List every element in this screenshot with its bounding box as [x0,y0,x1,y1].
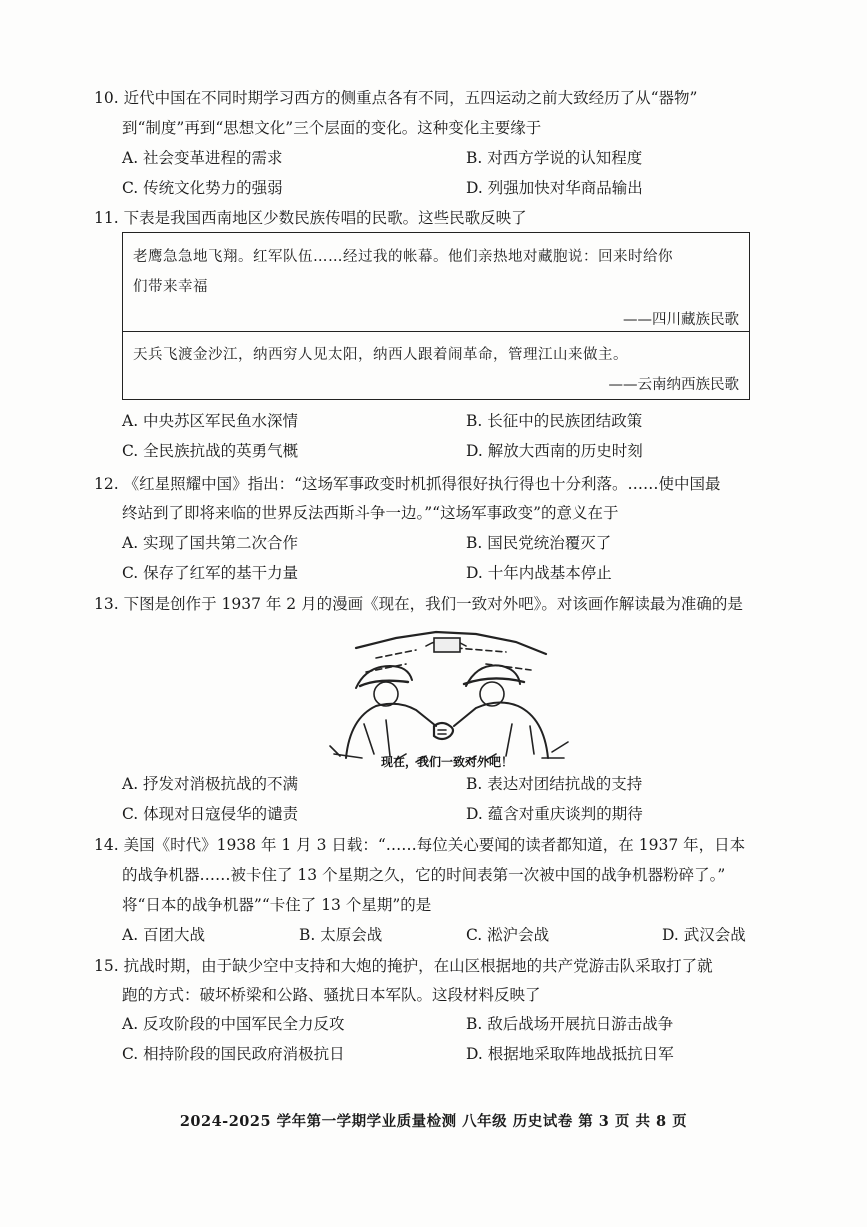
cartoon-image [316,628,578,770]
q15-option-a: A. 反攻阶段的中国军民全力反攻 [122,1015,345,1033]
q10-option-c: C. 传统文化势力的强弱 [122,179,283,197]
q12-option-d: D. 十年内战基本停止 [466,564,612,582]
q11-option-c: C. 全民族抗战的英勇气概 [122,442,299,460]
q11-stem: 11. 下表是我国西南地区少数民族传唱的民歌。这些民歌反映了 [94,209,527,227]
q12-option-c: C. 保存了红军的基干力量 [122,564,299,582]
q10-option-b: B. 对西方学说的认知程度 [466,149,643,167]
song2-line1: 天兵飞渡金沙江，纳西穷人见太阳，纳西人跟着闹革命，管理江山来做主。 [133,347,628,363]
q12-option-a: A. 实现了国共第二次合作 [122,534,299,552]
song2-source: ——云南纳西族民歌 [608,377,739,393]
song1-source: ——四川藏族民歌 [623,312,739,328]
q11-option-b: B. 长征中的民族团结政策 [466,412,643,430]
q12-stem-line2: 终站到了即将来临的世界反法西斯斗争一边。”“这场军事政变”的意义在于 [122,504,619,522]
q12-option-b: B. 国民党统治覆灭了 [466,534,612,552]
q15-stem-line1: 15. 抗战时期，由于缺少空中支持和大炮的掩护，在山区根据地的共产党游击队采取打了就 [94,957,713,975]
page-footer: 2024-2025 学年第一学期学业质量检测 八年级 历史试卷 第 3 页 共 8 页 [179,1113,688,1130]
q15-option-c: C. 相持阶段的国民政府消极抗日 [122,1045,345,1063]
q14-option-b: B. 太原会战 [299,926,383,944]
q14-stem-line1: 14. 美国《时代》1938 年 1 月 3 日载：“……每位关心要闻的读者都知道，在 1937 年，日本 [94,836,746,854]
q10-option-d: D. 列强加快对华商品输出 [466,179,643,197]
cartoon-caption: 现在，我们一致对外吧！ [380,755,514,769]
folk-song-table [122,232,750,400]
q13-option-d: D. 蕴含对重庆谈判的期待 [466,805,643,823]
q14-stem-line3: 将“日本的战争机器”“卡住了 13 个星期”的是 [122,896,432,914]
q15-option-b: B. 敌后战场开展抗日游击战争 [466,1015,674,1033]
q10-stem-line1: 10. 近代中国在不同时期学习西方的侧重点各有不同，五四运动之前大致经历了从“器物” [94,89,698,107]
q14-option-d: D. 武汉会战 [662,926,746,944]
q12-stem-line1: 12. 《红星照耀中国》指出：“这场军事政变时机抓得很好执行得也十分利落。……使中国最 [94,475,721,493]
q14-stem-line2: 的战争机器……被卡住了 13 个星期之久，它的时间表第一次被中国的战争机器粉碎了。” [122,866,726,884]
q13-option-a: A. 抒发对消极抗战的不满 [122,775,299,793]
q15-option-d: D. 根据地采取阵地战抵抗日军 [466,1045,674,1063]
q11-option-a: A. 中央苏区军民鱼水深情 [122,412,299,430]
song1-line2: 们带来幸福 [133,279,208,295]
q10-stem-line2: 到“制度”再到“思想文化”三个层面的变化。这种变化主要缘于 [122,119,542,137]
table-divider [123,331,749,332]
q11-option-d: D. 解放大西南的历史时刻 [466,442,643,460]
q13-option-b: B. 表达对团结抗战的支持 [466,775,643,793]
q10-option-a: A. 社会变革进程的需求 [122,149,283,167]
song1-line1: 老鹰急急地飞翔。红军队伍……经过我的帐幕。他们亲热地对藏胞说：回来时给你 [133,249,673,265]
q13-option-c: C. 体现对日寇侵华的谴责 [122,805,299,823]
q14-option-a: A. 百团大战 [122,926,206,944]
q15-stem-line2: 跑的方式：破坏桥梁和公路、骚扰日本军队。这段材料反映了 [122,986,541,1004]
handshake-cartoon-drawing [316,628,578,770]
q13-stem: 13. 下图是创作于 1937 年 2 月的漫画《现在，我们一致对外吧》。对该画作解读最为准确的是 [94,595,743,613]
q14-option-c: C. 淞沪会战 [466,926,550,944]
